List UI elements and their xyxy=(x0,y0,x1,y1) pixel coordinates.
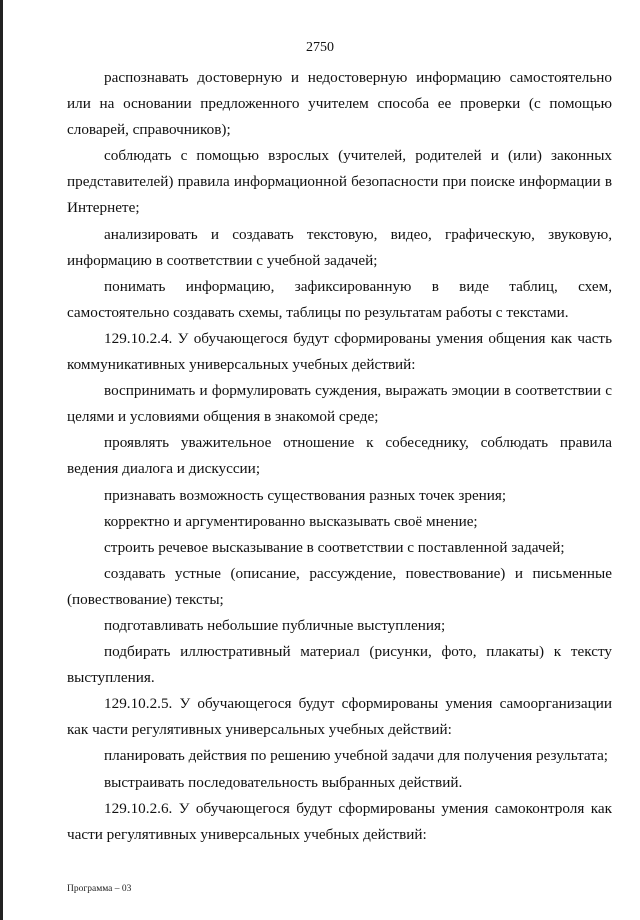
paragraph-7: проявлять уважительное отношение к собеседнику, соблюдать правила ведения диалога и дискуссии; xyxy=(67,434,612,478)
paragraph-10: строить речевое высказывание в соответствии с поставленной задачей; xyxy=(104,538,565,556)
paragraph-3: анализировать и создавать текстовую, видео, графическую, звуковую, информацию в соответствии с учебной задачей; xyxy=(67,225,612,269)
section-heading-129-10-2-4: 129.10.2.4. У обучающегося будут сформированы умения общения как часть коммуникативных универсальных учебных действий: xyxy=(67,329,612,374)
paragraph-11: создавать устные (описание, рассуждение, повествование) и письменные (повествование) тексты; xyxy=(67,564,612,608)
paragraph-12: подготавливать небольшие публичные выступления; xyxy=(104,616,446,634)
paragraph-4: понимать информацию, зафиксированную в виде таблиц, схем, самостоятельно создавать схемы, таблицы по результатам работы с текстами. xyxy=(67,277,612,321)
paragraph-9: корректно и аргументированно высказывать своё мнение; xyxy=(104,512,478,530)
body-text xyxy=(67,65,612,848)
paragraph-2: соблюдать с помощью взрослых (учителей, родителей и (или) законных представителей) правила информационной безопасности при поиске информации в Интернете; xyxy=(67,147,612,217)
scan-edge xyxy=(0,0,3,920)
paragraph-1: распознавать достоверную и недостоверную информацию самостоятельно или на основании предложенного учителем способа ее проверки (с помощью словарей, справочников); xyxy=(67,69,612,139)
paragraph-13: подбирать иллюстративный материал (рисунки, фото, плакаты) к тексту выступления. xyxy=(67,643,612,687)
paragraph-15: планировать действия по решению учебной задачи для получения результата; xyxy=(104,747,609,765)
section-heading-129-10-2-6: 129.10.2.6. У обучающегося будут сформированы умения самоконтроля как части регулятивных универсальных учебных действий: xyxy=(67,799,612,843)
paragraph-8: признавать возможность существования разных точек зрения; xyxy=(104,486,507,504)
page-number: 2750 xyxy=(306,40,334,55)
paragraph-16: выстраивать последовательность выбранных действий. xyxy=(104,773,463,791)
footer-label: Программа – 03 xyxy=(67,884,132,894)
section-heading-129-10-2-5: 129.10.2.5. У обучающегося будут сформированы умения самоорганизации как части регулятивных универсальных учебных действий: xyxy=(67,695,612,739)
paragraph-6: воспринимать и формулировать суждения, выражать эмоции в соответствии с целями и условиями общения в знакомой среде; xyxy=(67,382,612,426)
